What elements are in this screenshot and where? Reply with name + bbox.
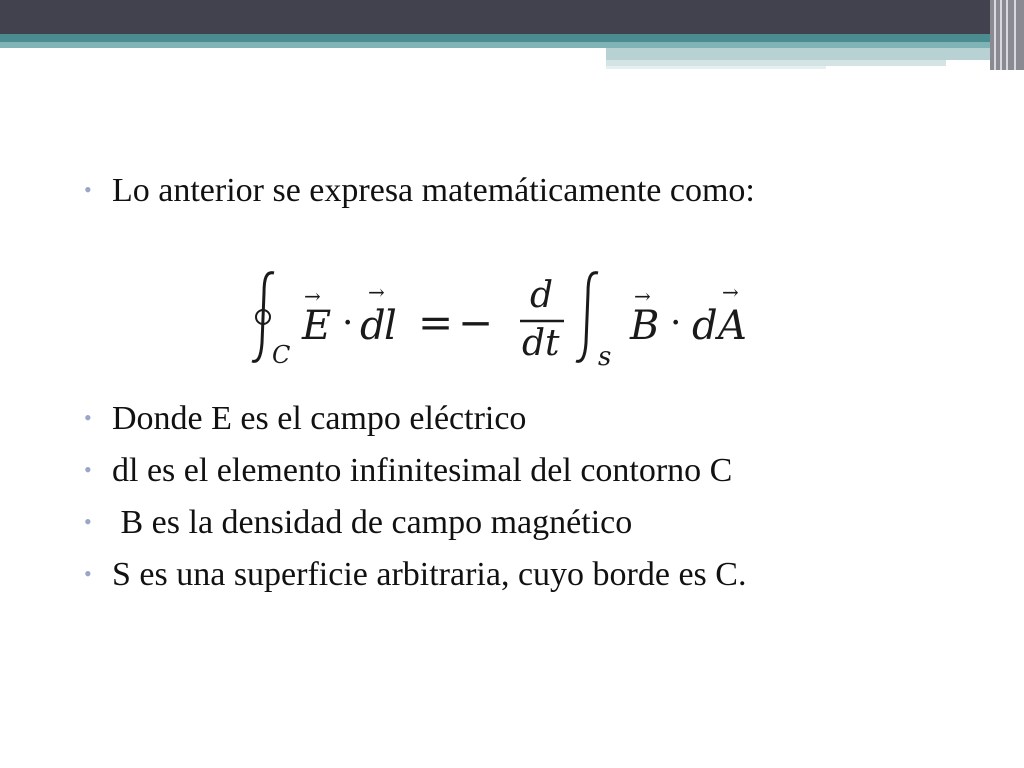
dot-operator-2: · <box>670 303 682 344</box>
bullet-dot: • <box>84 457 92 482</box>
bullet-dot: • <box>84 509 92 534</box>
e-vector-arrow: → <box>304 284 321 308</box>
fraction-numerator: d <box>530 275 554 316</box>
header-step-stripe-faint <box>606 66 826 69</box>
dl-vector-arrow: → <box>368 280 385 304</box>
list-item-text: B es la densidad de campo magnético <box>112 504 633 541</box>
definitions-list <box>84 398 984 606</box>
list-item <box>84 398 984 450</box>
b-vector-arrow: → <box>634 284 651 308</box>
bullet-dot: • <box>84 177 92 202</box>
list-item-text: Donde E es el campo eléctrico <box>112 400 527 437</box>
da-d: d <box>692 303 718 349</box>
header-teal-stripe <box>0 34 990 42</box>
slide-content <box>84 170 984 606</box>
header-step-stripe <box>606 48 990 60</box>
da-vector-arrow: → <box>722 280 739 304</box>
dot-operator-1: · <box>342 303 354 344</box>
contour-subscript: C <box>272 341 291 369</box>
surface-integral-sign <box>576 273 598 362</box>
list-item <box>84 450 984 502</box>
bullet-dot: • <box>84 405 92 430</box>
list-item-text: S es una superficie arbitraria, cuyo borde es C. <box>112 556 747 593</box>
list-item <box>84 502 984 554</box>
list-item <box>84 554 984 606</box>
equals-sign: = <box>418 298 454 347</box>
list-item-text: dl es el elemento infinitesimal del contorno C <box>112 452 733 489</box>
bullet-dot: • <box>84 561 92 586</box>
dl-l: l <box>384 303 397 349</box>
slide-header-decoration <box>0 0 1024 80</box>
b-field-symbol: B <box>630 303 660 349</box>
fraction-denominator: dt <box>522 323 560 364</box>
intro-text: Lo anterior se expresa matemáticamente como: <box>112 172 755 209</box>
surface-subscript: s <box>598 342 612 371</box>
header-vertical-lines <box>990 0 1024 70</box>
minus-sign: − <box>458 298 494 347</box>
e-field-symbol: E <box>302 303 332 349</box>
intro-bullet <box>84 170 984 215</box>
da-a: A <box>718 303 747 349</box>
header-dark-band <box>0 0 990 34</box>
dl-d: d <box>360 303 386 349</box>
faraday-law-equation <box>246 259 806 371</box>
